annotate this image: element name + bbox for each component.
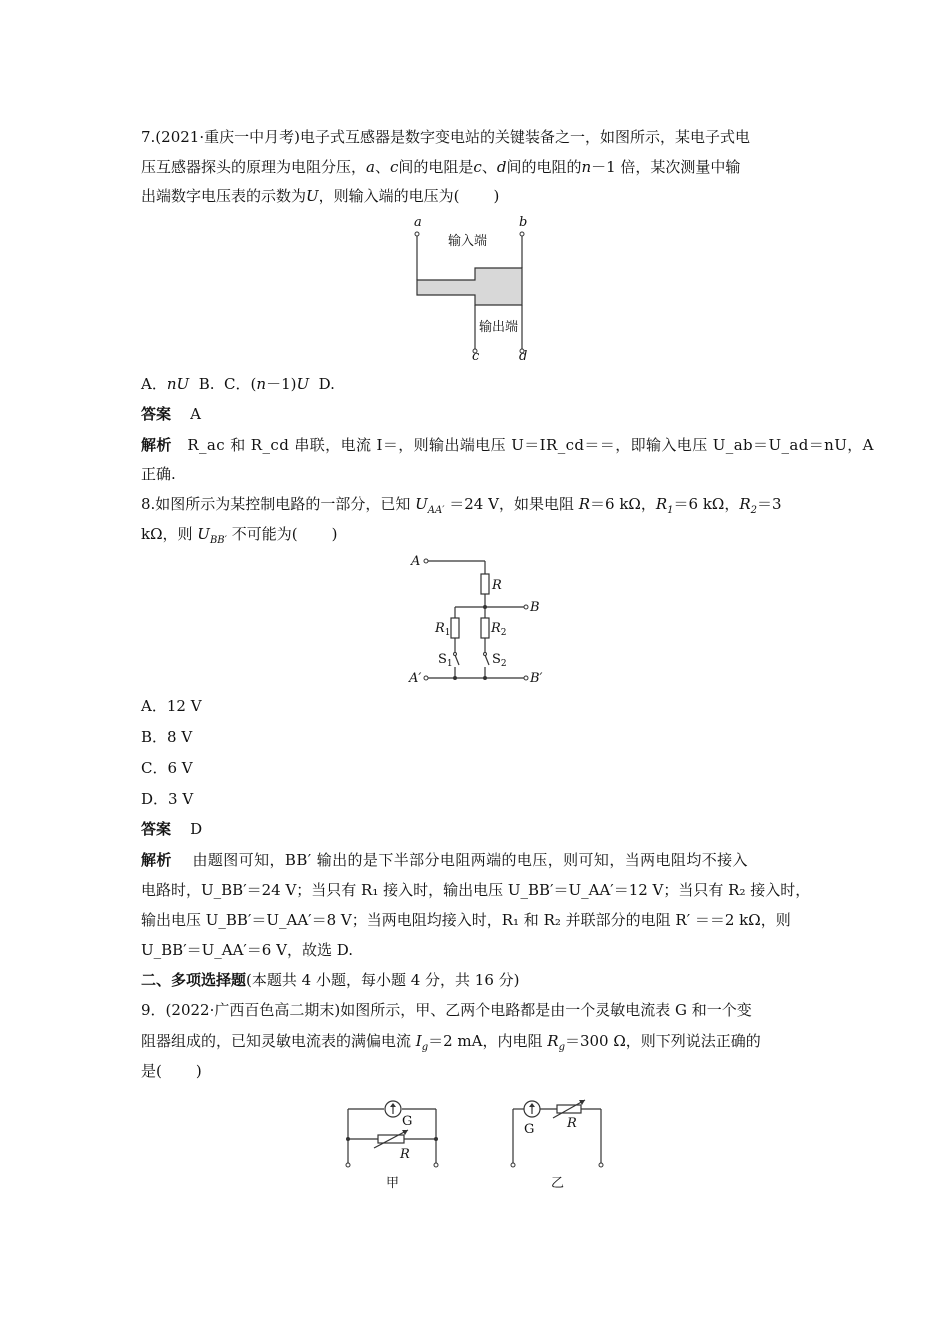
option-c-mid: －1) [266,375,297,393]
q7-text-3c: ) [493,187,500,205]
analysis-label: 解析 [141,436,172,454]
answer-label: 答案 [141,405,172,423]
q7-line-3 [141,186,499,206]
svg-text:R1: $R_1$ [435,621,451,638]
q8-analysis-2 [141,880,810,900]
label-B-prime: B′ [530,671,543,686]
q8-option-c [141,758,193,778]
q7-text-2c: 间的电阻的 [506,158,582,176]
q8-text-1e: ＝3 [757,495,782,513]
q7-line-1 [141,127,750,147]
svg-text:S1: $S_1$ [438,652,453,669]
var-Ig: $I_g$ [411,1032,429,1053]
option-a-value: nU [166,375,190,393]
q7-text-3b: ，则输入端的电压为( [318,187,460,205]
option-c-n: n [256,375,267,393]
q9-figure-yi [505,1095,615,1195]
q9-text-2c: ＝300 Ω，则下列说法正确的 [564,1032,761,1050]
label-R: R [567,1116,577,1131]
caption-jia: 甲 [386,1176,400,1191]
sep: 、 [374,158,390,176]
var-R2: $R_2$ [739,495,758,516]
var-d: d [496,158,507,176]
var-R1: $R_1$ [655,495,674,516]
analysis-text: 由题图可知，BB′ 输出的是下半部分电阻两端的电压，则可知，当两电阻均不接入 [192,851,748,869]
resistor-R [481,574,489,594]
section-desc: (本题共 4 小题，每小题 4 分，共 16 分) [246,971,520,989]
sep: 、 [481,158,497,176]
analysis-text: 电路时，U_BB′＝24 V；当只有 R₁ 接入时，输出电压 U_BB′＝U_AA′＝12 V；当只有 R₂ 接入时， [141,881,811,899]
var-UAA: $U_{AA'}$ [410,495,445,516]
option-a-label: A． [141,375,167,393]
var-UBB: $U_{BB'}$ [192,525,227,546]
q8-text-1c: ＝6 kΩ， [590,495,656,513]
q8-line-1 [141,494,782,514]
q9-line-3 [141,1061,202,1081]
label-d: d [519,349,528,363]
q8-analysis-3 [141,910,791,930]
q7-text-2a: 压互感器探头的原理为电阻分压， [141,158,367,176]
q8-option-b [141,727,192,747]
q9-text-3a: 是( [141,1062,162,1080]
option-d: D. [318,375,335,393]
option-text: B．8 V [141,728,193,746]
var-R: R [573,495,591,513]
q7-line-2 [141,157,740,177]
answer-value: A [190,405,201,423]
q8-option-a [141,696,202,716]
q7-analysis-1 [141,435,874,455]
output-label: 输出端 [479,320,519,335]
resistor-body [417,268,522,305]
caption-yi: 乙 [551,1176,565,1191]
q9-figure-jia [340,1095,450,1195]
option-text: C．6 V [141,759,193,777]
switch-S2 [485,655,489,665]
label-R: R [492,578,502,593]
q8-answer [141,819,202,839]
var-U: U [306,187,319,205]
label-G: G [402,1114,413,1129]
label-A: A [411,554,421,569]
q7-answer [141,404,201,424]
label-c: c [472,349,480,363]
label-G: G [524,1122,535,1137]
q9-line-1 [141,1000,752,1020]
var-Rg: $R_g$ [542,1032,565,1053]
label-a: a [414,215,422,230]
answer-label: 答案 [141,820,172,838]
section-2-heading [141,970,520,990]
q7-text-3a: 出端数字电压表的示数为 [141,187,307,205]
q8-option-d [141,789,193,809]
q9-line-2 [141,1031,761,1051]
q8-figure [405,550,555,690]
q8-text-2b: 不可能为( [231,525,298,543]
label-B: B [530,600,540,615]
svg-text:R2: $R_2$ [491,621,507,638]
label-A-prime: A′ [409,671,422,686]
q8-analysis-4 [141,940,353,960]
q9-text-2a: 阻器组成的，已知灵敏电流表的满偏电流 [141,1032,412,1050]
q8-text-2a: kΩ，则 [141,525,193,543]
q8-text-1a: 8.如图所示为某控制电路的一部分，已知 [141,495,411,513]
var-n: n [581,158,592,176]
svg-text:S2: $S_2$ [492,652,507,669]
answer-value: D [190,820,203,838]
q8-analysis-1 [141,850,748,870]
option-c-label: C．( [224,375,257,393]
label-R: R [400,1147,410,1162]
option-text: A．12 V [141,697,202,715]
resistor-R2 [481,618,489,638]
q7-text-2b: 间的电阻是 [398,158,474,176]
analysis-text: 正确. [141,465,176,483]
option-c-U: U [296,375,310,393]
q8-line-2 [141,524,337,544]
switch-S1 [455,655,459,665]
var-c: c [389,158,399,176]
analysis-text: R_ac 和 R_cd 串联，电流 I＝，则输出端电压 U＝IR_cd＝＝，即输入电压 U_ab＝U_ad＝nU，A [187,436,874,454]
var-a: a [366,158,375,176]
resistor-R1 [451,618,459,638]
analysis-text: 输出电压 U_BB′＝U_AA′＝8 V；当两电阻均接入时，R₁ 和 R₂ 并联部分的电阻 R′ ＝＝2 kΩ，则 [141,911,791,929]
option-text: D．3 V [141,790,194,808]
option-b: B. [198,375,215,393]
analysis-label: 解析 [141,851,172,869]
section-title: 二、多项选择题 [141,971,247,989]
label-b: b [519,215,528,230]
q7-analysis-2 [141,464,176,484]
var-c: c [473,158,482,176]
q8-text-1d: ＝6 kΩ， [673,495,740,513]
q9-text-3b: ) [195,1062,202,1080]
q7-text-1: 7.(2021·重庆一中月考)电子式互感器是数字变电站的关键装备之一，如图所示，某电子式电 [141,128,750,146]
q8-text-2c: ) [331,525,338,543]
q7-figure [405,213,540,363]
q9-text-2b: ＝2 mA，内电阻 [428,1032,543,1050]
input-label: 输入端 [448,234,488,249]
q7-options [141,374,335,394]
q8-text-1b: ＝24 V，如果电阻 [449,495,574,513]
q7-text-2d: －1 倍，某次测量中输 [591,158,741,176]
analysis-text: U_BB′＝U_AA′＝6 V，故选 D. [141,941,353,959]
q9-text-1: 9．(2022·广西百色高二期末)如图所示，甲、乙两个电路都是由一个灵敏电流表 G 和一个变 [141,1001,752,1019]
